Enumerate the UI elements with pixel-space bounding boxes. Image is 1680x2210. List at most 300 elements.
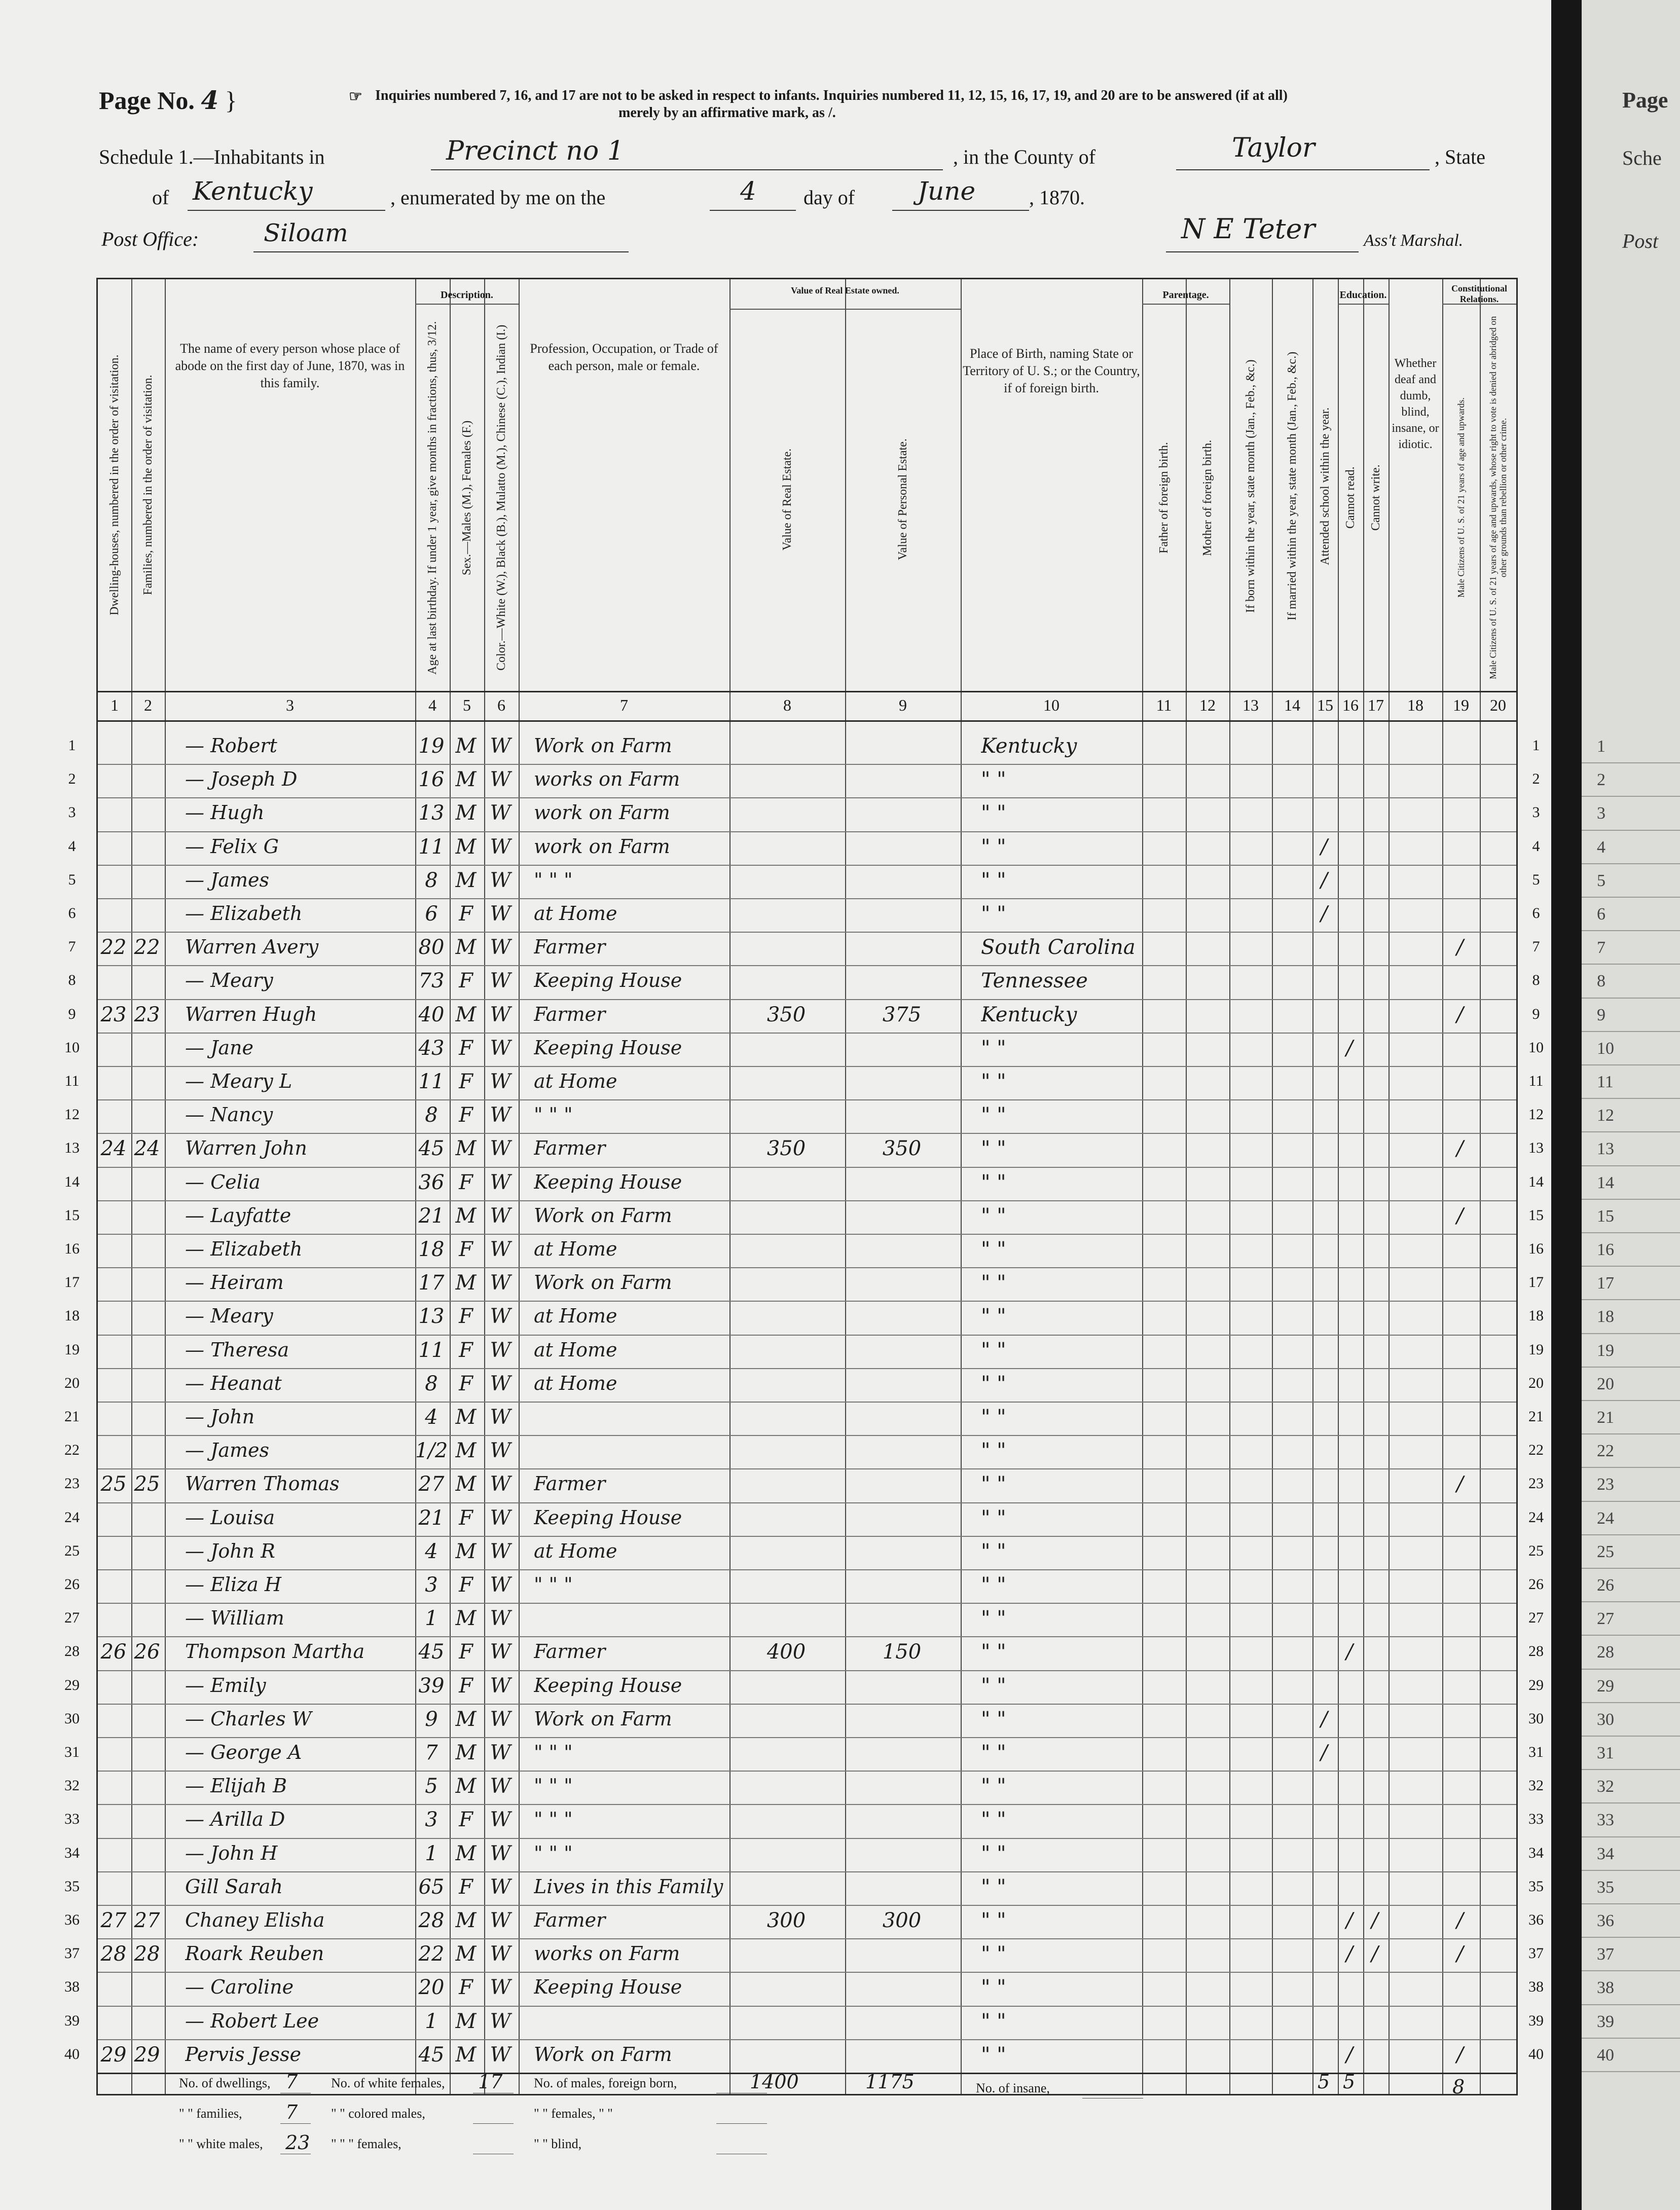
cell-sex: M [455, 1708, 477, 1731]
line-number-left: 25 [64, 1542, 80, 1559]
cell-sex: F [459, 1103, 473, 1127]
column-number: 14 [1284, 696, 1300, 714]
cell-color: W [490, 1003, 511, 1026]
day-of-label: day of [804, 186, 855, 209]
cell-occ: " " " [534, 1741, 573, 1763]
marshal-signature: N E Teter [1181, 213, 1316, 245]
cell-birth: " " [981, 1339, 1006, 1362]
next-page-rule [1582, 1367, 1680, 1368]
column-number: 16 [1342, 696, 1359, 714]
row-rule [98, 1402, 1516, 1403]
next-page-rule [1582, 1199, 1680, 1200]
col-6-header: Color.—White (W.), Black (B.), Mulatto (M.), Chinese (C.), Indian (I.) [495, 324, 508, 671]
cell-sch: / [1321, 835, 1328, 859]
cell-birth: South Carolina [981, 936, 1136, 959]
cell-sex: M [455, 768, 477, 791]
cell-color: W [490, 1875, 511, 1899]
line-number-right: 23 [1528, 1475, 1544, 1492]
line-number-left: 31 [64, 1744, 80, 1760]
cell-name: — Layfatte [185, 1204, 291, 1227]
column-rule [1142, 279, 1143, 2094]
cell-sex: M [455, 1472, 477, 1496]
cell-birth: " " [981, 1640, 1006, 1664]
cell-birth: Tennessee [981, 969, 1088, 992]
cell-sex: M [455, 1842, 477, 1865]
cell-name: — John [185, 1406, 255, 1428]
next-page-rule [1582, 1098, 1680, 1099]
cell-birth: " " [981, 801, 1006, 825]
cell-occ: " " " [534, 869, 573, 891]
next-page-rule [1582, 1903, 1680, 1904]
column-number: 12 [1199, 696, 1216, 714]
cell-birth: " " [981, 1070, 1006, 1093]
cell-birth: " " [981, 1540, 1006, 1563]
cell-age: 45 [418, 2043, 445, 2067]
next-page-rule [1582, 1635, 1680, 1636]
cell-name: — Arilla D [185, 1808, 285, 1830]
next-page-rule [1582, 1433, 1680, 1434]
row-rule [98, 1804, 1516, 1805]
next-page-line-number: 22 [1597, 1442, 1614, 1460]
cell-sex: F [459, 1238, 473, 1261]
cell-f: 25 [134, 1472, 160, 1496]
cell-name: — Charles W [185, 1708, 312, 1730]
cell-birth: " " [981, 1238, 1006, 1261]
next-page-line-number: 21 [1597, 1408, 1614, 1427]
next-schedule-label: Sche [1622, 146, 1662, 169]
cell-color: W [490, 801, 511, 825]
cell-occ: Work on Farm [534, 1271, 672, 1294]
cell-age: 27 [418, 1472, 445, 1496]
line-number-right: 21 [1528, 1408, 1544, 1425]
cell-sex: F [459, 1875, 473, 1899]
line-number-left: 32 [64, 1777, 80, 1794]
page-label-text: Page No. [99, 86, 195, 115]
cell-age: 36 [418, 1171, 445, 1194]
cell-name: — James [185, 1439, 269, 1461]
next-page-rule [1582, 796, 1680, 797]
cell-sch: / [1321, 1708, 1328, 1731]
cell-age: 1 [425, 1842, 438, 1865]
row-rule [98, 764, 1516, 765]
cell-birth: " " [981, 1439, 1006, 1462]
cell-f: 22 [134, 936, 160, 959]
next-page-line-number: 18 [1597, 1307, 1614, 1326]
col-7-header: Profession, Occupation, or Trade of each person, male or female. [530, 341, 718, 373]
column-number: 2 [144, 696, 152, 714]
next-page-rule [1582, 964, 1680, 965]
cell-birth: " " [981, 1674, 1006, 1698]
county-line [1176, 169, 1430, 170]
line-number-left: 13 [64, 1139, 80, 1156]
line-number-left: 30 [64, 1710, 80, 1727]
next-page-line-number: 29 [1597, 1677, 1614, 1696]
next-page-rule [1582, 1870, 1680, 1871]
footer-white-females: 17 [478, 2071, 503, 2093]
col-10-header: Place of Birth, naming State or Territory of U. S.; or the Country, if of foreign birth. [963, 346, 1140, 395]
col-13-header: If born within the year, state month (Jan., Feb., &c.) [1244, 359, 1257, 613]
cell-birth: " " [981, 1171, 1006, 1194]
cell-name: — Joseph D [185, 768, 298, 790]
row-rule [98, 720, 1516, 722]
line-number-right: 37 [1528, 1945, 1544, 1962]
column-number: 18 [1407, 696, 1423, 714]
cell-color: W [490, 1271, 511, 1295]
education-group-header: Education. [1339, 289, 1387, 301]
footer-blank-line [473, 2123, 514, 2124]
state-line [188, 210, 385, 211]
next-page-rule [1582, 2004, 1680, 2005]
line-number-left: 12 [64, 1106, 80, 1123]
day-line [710, 210, 796, 211]
column-number: 13 [1243, 696, 1259, 714]
cell-occ: Keeping House [534, 969, 682, 991]
footer-white-males-label: " " white males, [179, 2137, 263, 2151]
cell-d: 23 [100, 1003, 127, 1026]
cell-color: W [490, 2043, 511, 2067]
next-page-line-number: 19 [1597, 1341, 1614, 1360]
next-page-line-number: 10 [1597, 1039, 1614, 1058]
cell-occ: " " " [534, 1775, 573, 1797]
row-rule [98, 1603, 1516, 1604]
next-page-rule [1582, 1836, 1680, 1837]
col-4-header: Age at last birthday. If under 1 year, give months in fractions, thus, 3/12. [426, 321, 439, 675]
instructions-line-2: merely by an affirmative mark, as /. [618, 105, 836, 121]
cell-color: W [490, 1070, 511, 1093]
cell-color: W [490, 1708, 511, 1731]
instructions-line-1: Inquiries numbered 7, 16, and 17 are not to be asked in respect to infants. Inquiries numbered 11, 12, 15, 16, 17, 19, and 20 are to be answered (if at all) [375, 88, 1288, 103]
state-label: , State [1435, 145, 1485, 168]
cell-birth: " " [981, 902, 1006, 926]
col-9-header: Value of Personal Estate. [896, 438, 909, 560]
line-number-right: 36 [1528, 1911, 1544, 1928]
cell-color: W [490, 1909, 511, 1932]
line-number-left: 26 [64, 1576, 80, 1593]
next-page-rule [1582, 1467, 1680, 1468]
post-office-value: Siloam [264, 219, 348, 247]
cell-re: 300 [766, 1909, 806, 1932]
row-rule [98, 1099, 1516, 1100]
cell-birth: " " [981, 1607, 1006, 1630]
cell-age: 11 [418, 1339, 445, 1362]
cell-color: W [490, 1305, 511, 1328]
cell-age: 28 [418, 1909, 445, 1932]
cell-birth: " " [981, 1942, 1006, 1966]
row-rule [98, 1905, 1516, 1906]
row-rule [98, 1368, 1516, 1369]
cell-birth: " " [981, 768, 1006, 791]
post-office-label: Post Office: [101, 228, 199, 250]
cell-name: — Nancy [185, 1103, 273, 1126]
footer-dwellings: 7 [285, 2071, 298, 2093]
cell-sex: M [455, 869, 477, 892]
adjacent-page-edge [1582, 0, 1680, 2210]
page-number-label: Page No. 4 } [99, 85, 237, 115]
line-number-right: 7 [1532, 938, 1540, 955]
cell-occ: Farmer [534, 1472, 606, 1495]
footer-blank-line [280, 2123, 311, 2124]
next-page-label: Page [1622, 88, 1668, 113]
cell-sex: F [459, 902, 473, 926]
footer-total-schooling: 5 [1318, 2071, 1330, 2093]
next-page-line-number: 2 [1597, 770, 1605, 789]
cell-color: W [490, 1439, 511, 1462]
cell-sex: M [455, 1204, 477, 1228]
cell-re: 400 [766, 1640, 806, 1664]
cell-sch: / [1321, 902, 1328, 926]
cell-name: — Caroline [185, 1976, 294, 1998]
footer-blank-line [716, 2123, 767, 2124]
next-post-label: Post [1622, 230, 1659, 252]
row-rule [98, 1536, 1516, 1537]
line-number-right: 20 [1528, 1375, 1544, 1391]
footer-white-females-label: No. of white females, [331, 2076, 445, 2090]
line-number-left: 17 [64, 1274, 80, 1291]
cell-age: 6 [425, 902, 438, 926]
column-rule [165, 279, 166, 2094]
next-page-line-number: 3 [1597, 804, 1605, 823]
line-number-left: 38 [64, 1978, 80, 1995]
cell-color: W [490, 1540, 511, 1563]
cell-birth: " " [981, 1506, 1006, 1530]
column-number: 4 [428, 696, 436, 714]
cell-cw: / [1371, 1942, 1378, 1966]
cell-pe: 350 [882, 1137, 922, 1160]
next-page-rule [1582, 1937, 1680, 1938]
footer-total-personal-estate: 1175 [865, 2071, 915, 2093]
cell-d: 27 [100, 1909, 127, 1932]
line-number-left: 2 [68, 770, 76, 787]
cell-sex: F [459, 1674, 473, 1698]
row-rule [98, 898, 1516, 899]
cell-sex: M [455, 835, 477, 859]
cell-color: W [490, 1640, 511, 1664]
line-number-left: 9 [68, 1006, 76, 1022]
line-number-right: 32 [1528, 1777, 1544, 1794]
next-page-rule [1582, 1266, 1680, 1267]
column-rule [1186, 279, 1187, 2094]
next-page-line-number: 31 [1597, 1744, 1614, 1762]
next-page-line-number: 24 [1597, 1509, 1614, 1528]
next-page-line-number: 11 [1597, 1073, 1614, 1091]
line-number-left: 1 [68, 737, 76, 754]
cell-re: 350 [766, 1003, 806, 1026]
cell-color: W [490, 1204, 511, 1228]
cell-color: W [490, 768, 511, 791]
cell-birth: " " [981, 835, 1006, 859]
line-number-left: 39 [64, 2012, 80, 2029]
next-page-rule [1582, 1031, 1680, 1032]
line-number-left: 34 [64, 1845, 80, 1861]
cell-age: 11 [418, 835, 445, 859]
next-page-line-number: 32 [1597, 1777, 1614, 1796]
line-number-left: 29 [64, 1677, 80, 1693]
cell-sex: M [455, 1003, 477, 1026]
next-page-rule [1582, 2071, 1680, 2072]
cell-occ: Keeping House [534, 1171, 682, 1193]
cell-re: 350 [766, 1137, 806, 1160]
cell-age: 13 [418, 801, 445, 825]
column-rule [1312, 279, 1313, 2094]
line-number-right: 29 [1528, 1677, 1544, 1693]
cell-pe: 300 [882, 1909, 922, 1932]
line-number-left: 23 [64, 1475, 80, 1492]
day-value: 4 [740, 176, 756, 206]
cell-age: 1 [425, 2010, 438, 2033]
cell-age: 45 [418, 1137, 445, 1160]
cell-sex: M [455, 734, 477, 758]
cell-occ: works on Farm [534, 1942, 680, 1965]
cell-age: 8 [425, 869, 438, 892]
col-1-header: Dwelling-houses, numbered in the order of visitation. [108, 354, 121, 616]
cell-color: W [490, 2010, 511, 2033]
next-page-line-number: 20 [1597, 1375, 1614, 1393]
cell-cr: / [1346, 1942, 1353, 1966]
cell-occ: at Home [534, 1339, 617, 1361]
line-number-right: 13 [1528, 1139, 1544, 1156]
cell-age: 4 [425, 1406, 438, 1429]
column-number: 6 [497, 696, 505, 714]
cell-c19: / [1456, 1909, 1464, 1932]
next-page-rule [1582, 1568, 1680, 1569]
row-rule [98, 1301, 1516, 1302]
line-number-left: 4 [68, 838, 76, 855]
cell-sex: F [459, 1573, 473, 1597]
row-rule [98, 1133, 1516, 1134]
col-2-header: Families, numbered in the order of visitation. [141, 375, 155, 596]
cell-occ: at Home [534, 1305, 617, 1327]
row-rule [98, 1871, 1516, 1872]
cell-age: 39 [418, 1674, 445, 1698]
cell-color: W [490, 1741, 511, 1764]
row-rule [98, 1636, 1516, 1637]
cell-occ: at Home [534, 1238, 617, 1260]
next-page-line-number: 4 [1597, 838, 1605, 857]
cell-age: 40 [418, 1003, 445, 1026]
row-rule [98, 831, 1516, 832]
cell-color: W [490, 734, 511, 758]
constitutional-group-header: Constitutional Relations. [1451, 283, 1508, 304]
cell-occ: Farmer [534, 1003, 606, 1025]
cell-occ: Keeping House [534, 1674, 682, 1697]
row-rule [98, 1033, 1516, 1034]
cell-sex: F [459, 1640, 473, 1664]
column-rule [961, 279, 962, 2094]
cell-age: 8 [425, 1103, 438, 1127]
column-rule [1338, 279, 1339, 2094]
cell-color: W [490, 1171, 511, 1194]
cell-name: — Eliza H [185, 1573, 282, 1596]
row-rule [98, 1167, 1516, 1168]
parentage-group-rule [1142, 304, 1229, 305]
line-number-right: 35 [1528, 1878, 1544, 1895]
cell-occ: work on Farm [534, 835, 670, 858]
cell-occ: Keeping House [534, 1037, 682, 1059]
row-rule [98, 2006, 1516, 2007]
marshal-label: Ass't Marshal. [1364, 231, 1464, 250]
row-rule [98, 1502, 1516, 1503]
cell-name: — Robert [185, 734, 277, 757]
cell-birth: " " [981, 1708, 1006, 1731]
cell-c19: / [1456, 936, 1464, 959]
line-number-left: 36 [64, 1911, 80, 1928]
schedule-label: Schedule 1.—Inhabitants in [99, 145, 325, 168]
cell-name: Thompson Martha [185, 1640, 365, 1663]
cell-birth: " " [981, 1103, 1006, 1127]
row-rule [98, 1838, 1516, 1839]
line-number-left: 20 [64, 1375, 80, 1391]
line-number-left: 3 [68, 804, 76, 821]
cell-age: 17 [418, 1271, 445, 1295]
cell-age: 7 [425, 1741, 438, 1764]
cell-birth: " " [981, 2010, 1006, 2033]
footer-families: 7 [285, 2101, 298, 2123]
description-group-header: Description. [441, 289, 493, 301]
next-page-line-number: 26 [1597, 1576, 1614, 1595]
column-number: 11 [1156, 696, 1172, 714]
locality-line [431, 169, 943, 170]
cell-color: W [490, 936, 511, 959]
next-page-line-number: 36 [1597, 1911, 1614, 1930]
cell-name: — Felix G [185, 835, 279, 858]
cell-d: 25 [100, 1472, 127, 1496]
cell-color: W [490, 869, 511, 892]
cell-birth: Kentucky [981, 734, 1077, 758]
line-number-right: 16 [1528, 1240, 1544, 1257]
line-number-right: 15 [1528, 1207, 1544, 1224]
column-number: 3 [286, 696, 294, 714]
cell-cw: / [1371, 1909, 1378, 1932]
row-rule [98, 965, 1516, 966]
cell-name: Gill Sarah [185, 1875, 283, 1898]
line-number-left: 27 [64, 1609, 80, 1626]
row-rule [98, 1335, 1516, 1336]
column-number: 9 [899, 696, 907, 714]
footer-dwellings-label: No. of dwellings, [179, 2076, 271, 2090]
cell-f: 26 [134, 1640, 160, 1664]
cell-sex: F [459, 1372, 473, 1395]
cell-occ: at Home [534, 902, 617, 925]
cell-sex: M [455, 1137, 477, 1160]
column-number: 19 [1453, 696, 1469, 714]
cell-age: 1 [425, 1607, 438, 1630]
value-group-header: Value of Real Estate owned. [791, 285, 899, 296]
cell-name: — Louisa [185, 1506, 275, 1529]
column-rule [1363, 279, 1364, 2094]
line-number-left: 14 [64, 1173, 80, 1190]
row-rule [98, 2039, 1516, 2040]
row-rule [98, 1435, 1516, 1436]
marshal-line [1166, 251, 1359, 252]
cell-age: 19 [418, 734, 445, 758]
cell-name: Roark Reuben [185, 1942, 324, 1965]
next-page-line-number: 35 [1597, 1878, 1614, 1897]
next-page-line-number: 12 [1597, 1106, 1614, 1125]
month-value: June [918, 176, 976, 206]
cell-color: W [490, 1842, 511, 1865]
cell-name: — Elizabeth [185, 1238, 303, 1260]
col-17-header: Cannot write. [1369, 464, 1382, 531]
row-rule [98, 1468, 1516, 1469]
column-number: 5 [463, 696, 471, 714]
cell-name: — Hugh [185, 801, 265, 824]
col-18-header: Whether deaf and dumb, blind, insane, or idiotic. [1392, 357, 1439, 451]
line-number-right: 19 [1528, 1341, 1544, 1358]
line-number-right: 11 [1528, 1073, 1544, 1089]
line-number-left: 11 [64, 1073, 80, 1089]
line-number-right: 6 [1532, 905, 1540, 922]
cell-birth: " " [981, 1271, 1006, 1295]
